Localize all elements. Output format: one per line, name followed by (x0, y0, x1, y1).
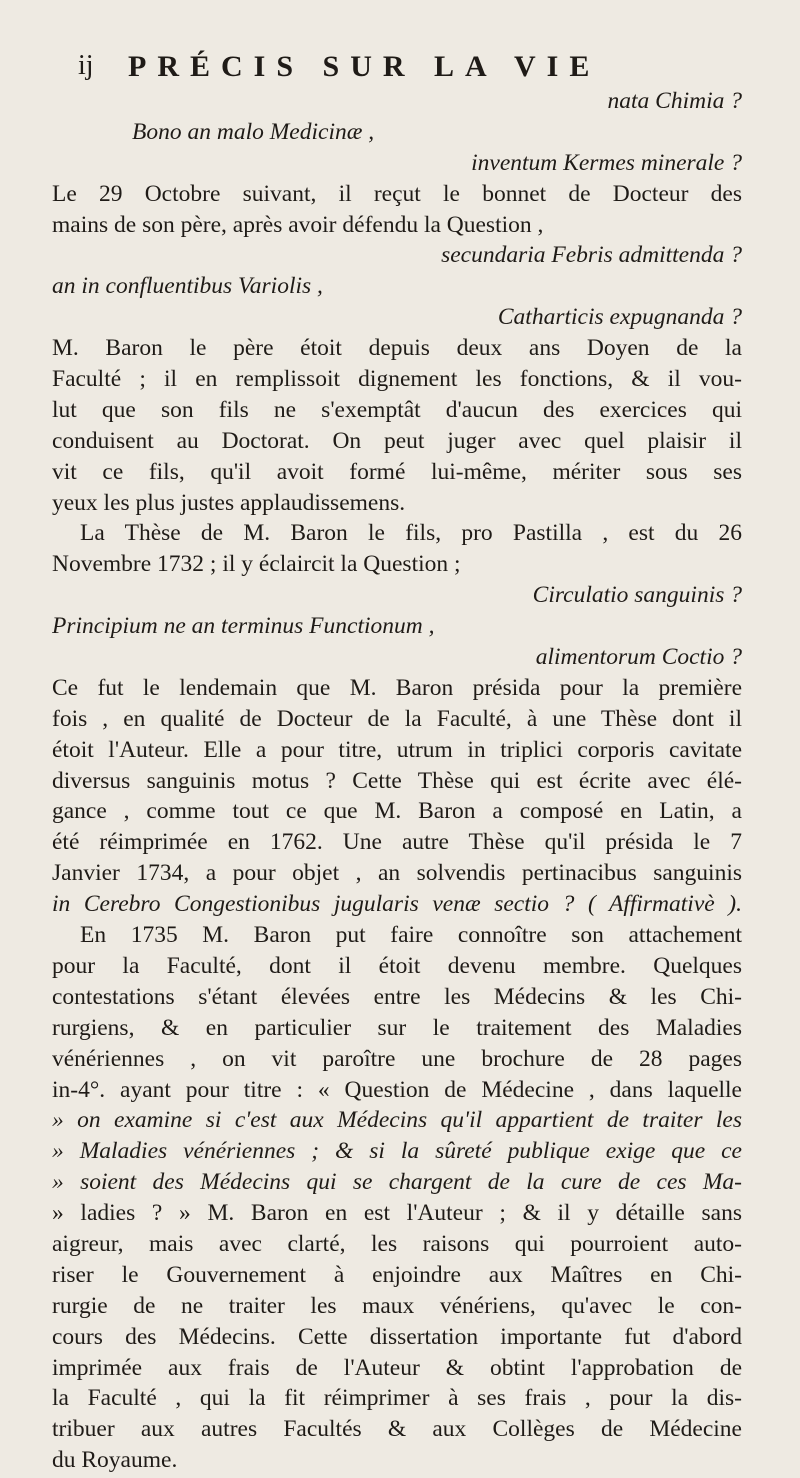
text-line: gance , comme tout ce que M. Baron a composé en Latin, a (52, 798, 742, 825)
thesis-line: Circulatio sanguinis ? (532, 582, 742, 609)
text-line: yeux les plus justes applaudissemens. (52, 489, 406, 516)
text-line: in-4°. ayant pour titre : « Question de Médecine , dans laquelle (52, 1076, 742, 1103)
text-line: lut que son fils ne s'exemptât d'aucun des exercices qui (52, 396, 742, 423)
text-body (52, 86, 742, 1476)
text-line: vit ce fils, qu'il avoit formé lui-même, mériter sous ses (52, 458, 742, 485)
thesis-line: inventum Kermes minerale ? (471, 149, 742, 176)
thesis-line: Catharticis expugnanda ? (497, 304, 742, 331)
text-line: aigreur, mais avec clarté, les raisons qui pourroient auto- (52, 1230, 742, 1257)
thesis-line: secundaria Febris admittenda ? (441, 242, 742, 269)
text-line: fois , en qualité de Docteur de la Faculté, à une Thèse dont il (52, 705, 742, 732)
text-line: rurgie de ne traiter les maux vénériens, qu'avec le con- (52, 1292, 742, 1319)
text-line: imprimée aux frais de l'Auteur & obtint l'approbation de (52, 1354, 742, 1381)
text-line: cours des Médecins. Cette dissertation importante fut d'abord (52, 1323, 742, 1350)
text-line: vénériennes , on vit paroître une brochure de 28 pages (52, 1045, 742, 1072)
text-line: pour la Faculté, dont il étoit devenu membre. Quelques (52, 952, 742, 979)
thesis-line: Bono an malo Medicinæ , (132, 118, 375, 145)
thesis-line: nata Chimia ? (607, 88, 742, 114)
text-line: La Thèse de M. Baron le fils, pro Pastilla , est du 26 (80, 520, 742, 547)
thesis-line: an in confluentibus Variolis , (52, 273, 323, 300)
text-line: été réimprimée en 1762. Une autre Thèse qu'il présida le 7 (52, 829, 742, 856)
text-line: contestations s'étant élevées entre les Médecins & les Chi- (52, 983, 742, 1010)
text-line: Novembre 1732 ; il y éclaircit la Question ; (52, 551, 461, 578)
text-line: » ladies ? » M. Baron en est l'Auteur ; & il y détaille sans (52, 1200, 742, 1227)
page-number: ij (78, 50, 94, 81)
text-line: la Faculté , qui la fit réimprimer à ses frais , pour la dis- (52, 1385, 742, 1412)
thesis-line: alimentorum Coctio ? (535, 644, 742, 671)
text-line: mains de son père, après avoir défendu la Question , (52, 211, 544, 238)
text-line: M. Baron le père étoit depuis deux ans Doyen de la (52, 335, 742, 362)
text-line: tribuer aux autres Facultés & aux Collèges de Médecine (52, 1416, 742, 1443)
text-line: Ce fut le lendemain que M. Baron présida pour la première (52, 674, 742, 701)
text-line: étoit l'Auteur. Elle a pour titre, utrum in triplici corporis cavitate (52, 736, 742, 763)
text-line: diversus sanguinis motus ? Cette Thèse qui est écrite avec élé- (52, 767, 742, 794)
text-line: En 1735 M. Baron put faire connoître son attachement (80, 922, 742, 949)
text-line: » soient des Médecins qui se chargent de la cure de ces Ma- (52, 1169, 742, 1196)
text-line: Janvier 1734, a pour objet , an solvendis pertinacibus sanguinis (52, 860, 742, 887)
text-line: rurgiens, & en particulier sur le traitement des Maladies (52, 1014, 742, 1041)
text-line: riser le Gouvernement à enjoindre aux Maîtres en Chi- (52, 1261, 742, 1288)
text-line: » Maladies vénériennes ; & si la sûreté publique exige que ce (52, 1138, 742, 1165)
text-line: Le 29 Octobre suivant, il reçut le bonnet de Docteur des (52, 180, 742, 207)
text-line: du Royaume. (52, 1447, 178, 1474)
running-title: PRÉCIS SUR LA VIE (128, 50, 601, 83)
text-line: in Cerebro Congestionibus jugularis venæ sectio ? ( Affirmativè ). (52, 891, 742, 918)
text-line: » on examine si c'est aux Médecins qu'il appartient de traiter les (52, 1107, 742, 1134)
text-line: Faculté ; il en remplissoit dignement les fonctions, & il vou- (52, 366, 742, 393)
text-line: conduisent au Doctorat. On peut juger avec quel plaisir il (52, 427, 742, 454)
thesis-line: Principium ne an terminus Functionum , (52, 613, 435, 640)
